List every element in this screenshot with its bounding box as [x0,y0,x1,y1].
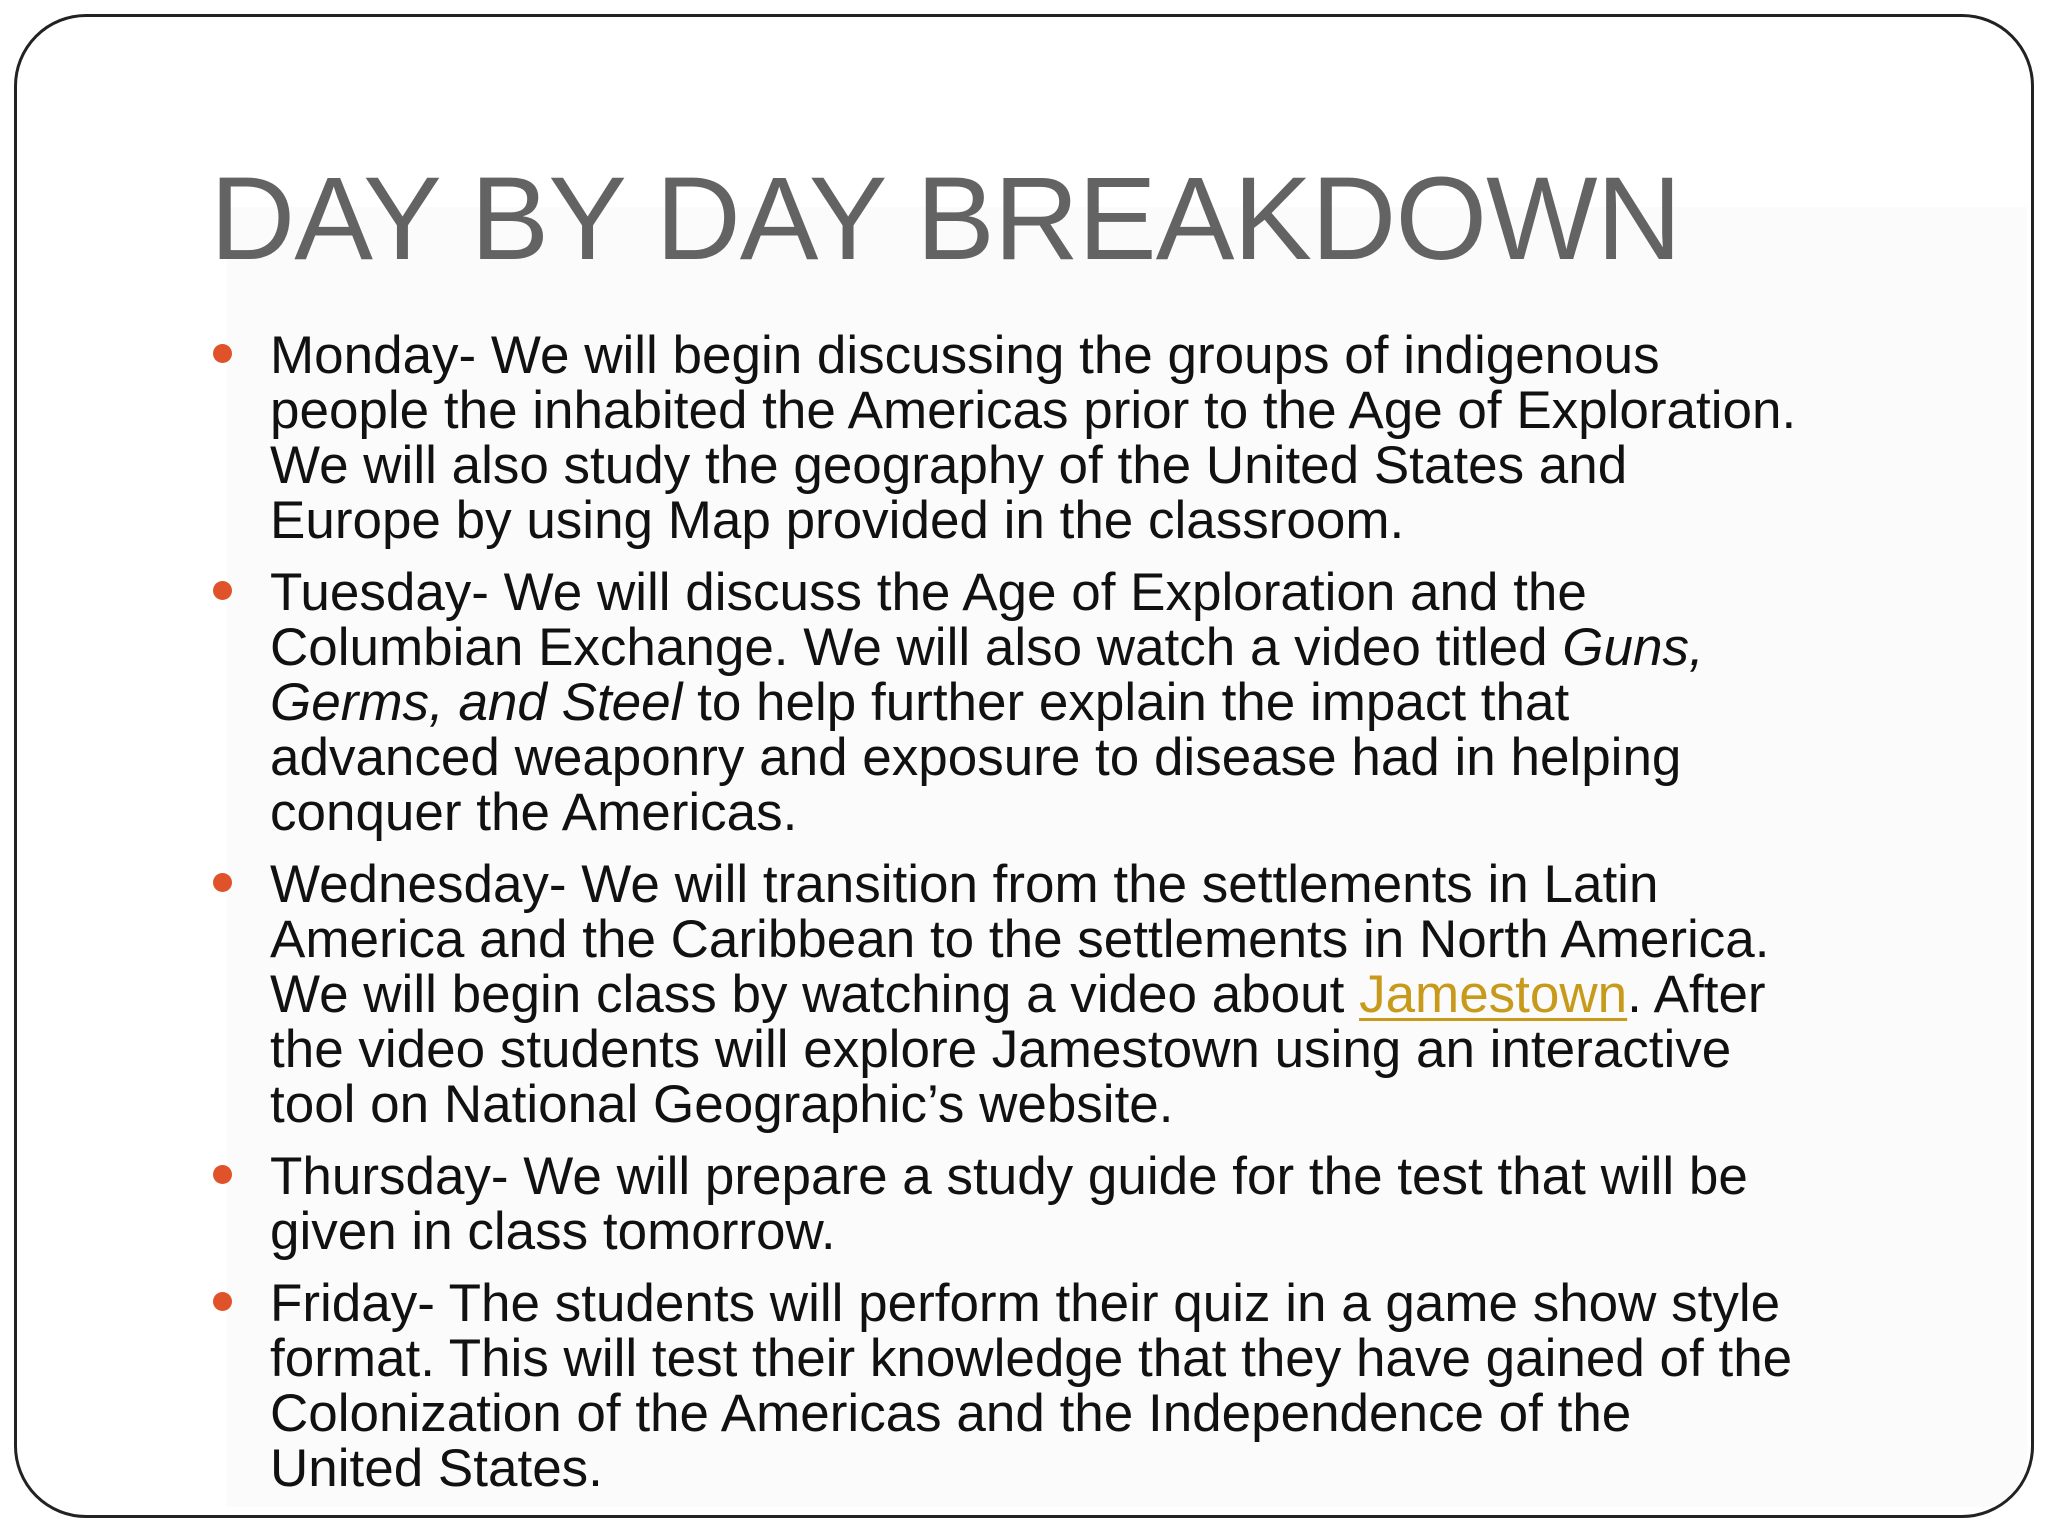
bullet-line: people the inhabited the Americas prior to the Age of Exploration. [270,381,1797,440]
video-title: Germs, and Steel [270,673,683,732]
bullet-dot-icon [213,344,232,363]
bullet-friday [270,1276,1990,1496]
slide-title: DAY BY DAY BREAKDOWN [210,153,1681,285]
bullet-wednesday [270,857,1990,1132]
bullet-line: Tuesday- We will discuss the Age of Exploration and the [270,563,1587,622]
bullet-line: We will also study the geography of the United States and [270,436,1628,495]
bullet-thursday [270,1149,1990,1259]
bullet-text: We will begin class by watching a video about [270,965,1360,1024]
bullet-text: to help further explain the impact that [682,673,1570,732]
bullet-monday [270,328,1990,548]
bullet-line: format. This will test their knowledge that they have gained of the [270,1329,1793,1388]
bullet-line [270,967,1990,1022]
bullet-line [270,620,1990,675]
bullet-line: United States. [270,1439,603,1498]
bullet-dot-icon [213,1165,232,1184]
bullet-line: the video students will explore Jamestown using an interactive [270,1020,1732,1079]
bullet-line: given in class tomorrow. [270,1202,836,1261]
bullet-line: Wednesday- We will transition from the settlements in Latin [270,855,1659,914]
bullet-line: America and the Caribbean to the settlements in North America. [270,910,1770,969]
jamestown-link[interactable]: Jamestown [1359,965,1628,1024]
bullet-dot-icon [213,581,232,600]
bullet-line: Thursday- We will prepare a study guide for the test that will be [270,1147,1748,1206]
bullet-dot-icon [213,1292,232,1311]
bullet-line: Europe by using Map provided in the classroom. [270,491,1405,550]
bullet-line: Colonization of the Americas and the Independence of the [270,1384,1632,1443]
bullet-tuesday [270,565,1990,840]
bullet-text: . After [1627,965,1766,1024]
bullet-dot-icon [213,873,232,892]
video-title: Guns, [1562,618,1704,677]
bullet-line: Monday- We will begin discussing the groups of indigenous [270,326,1660,385]
bullet-list [270,328,1990,1513]
bullet-line: tool on National Geographic’s website. [270,1075,1174,1134]
bullet-line: conquer the Americas. [270,783,798,842]
bullet-line: advanced weaponry and exposure to disease had in helping [270,728,1682,787]
bullet-line [270,675,1990,730]
bullet-line: Friday- The students will perform their quiz in a game show style [270,1274,1781,1333]
bullet-text: Columbian Exchange. We will also watch a video titled [270,618,1563,677]
